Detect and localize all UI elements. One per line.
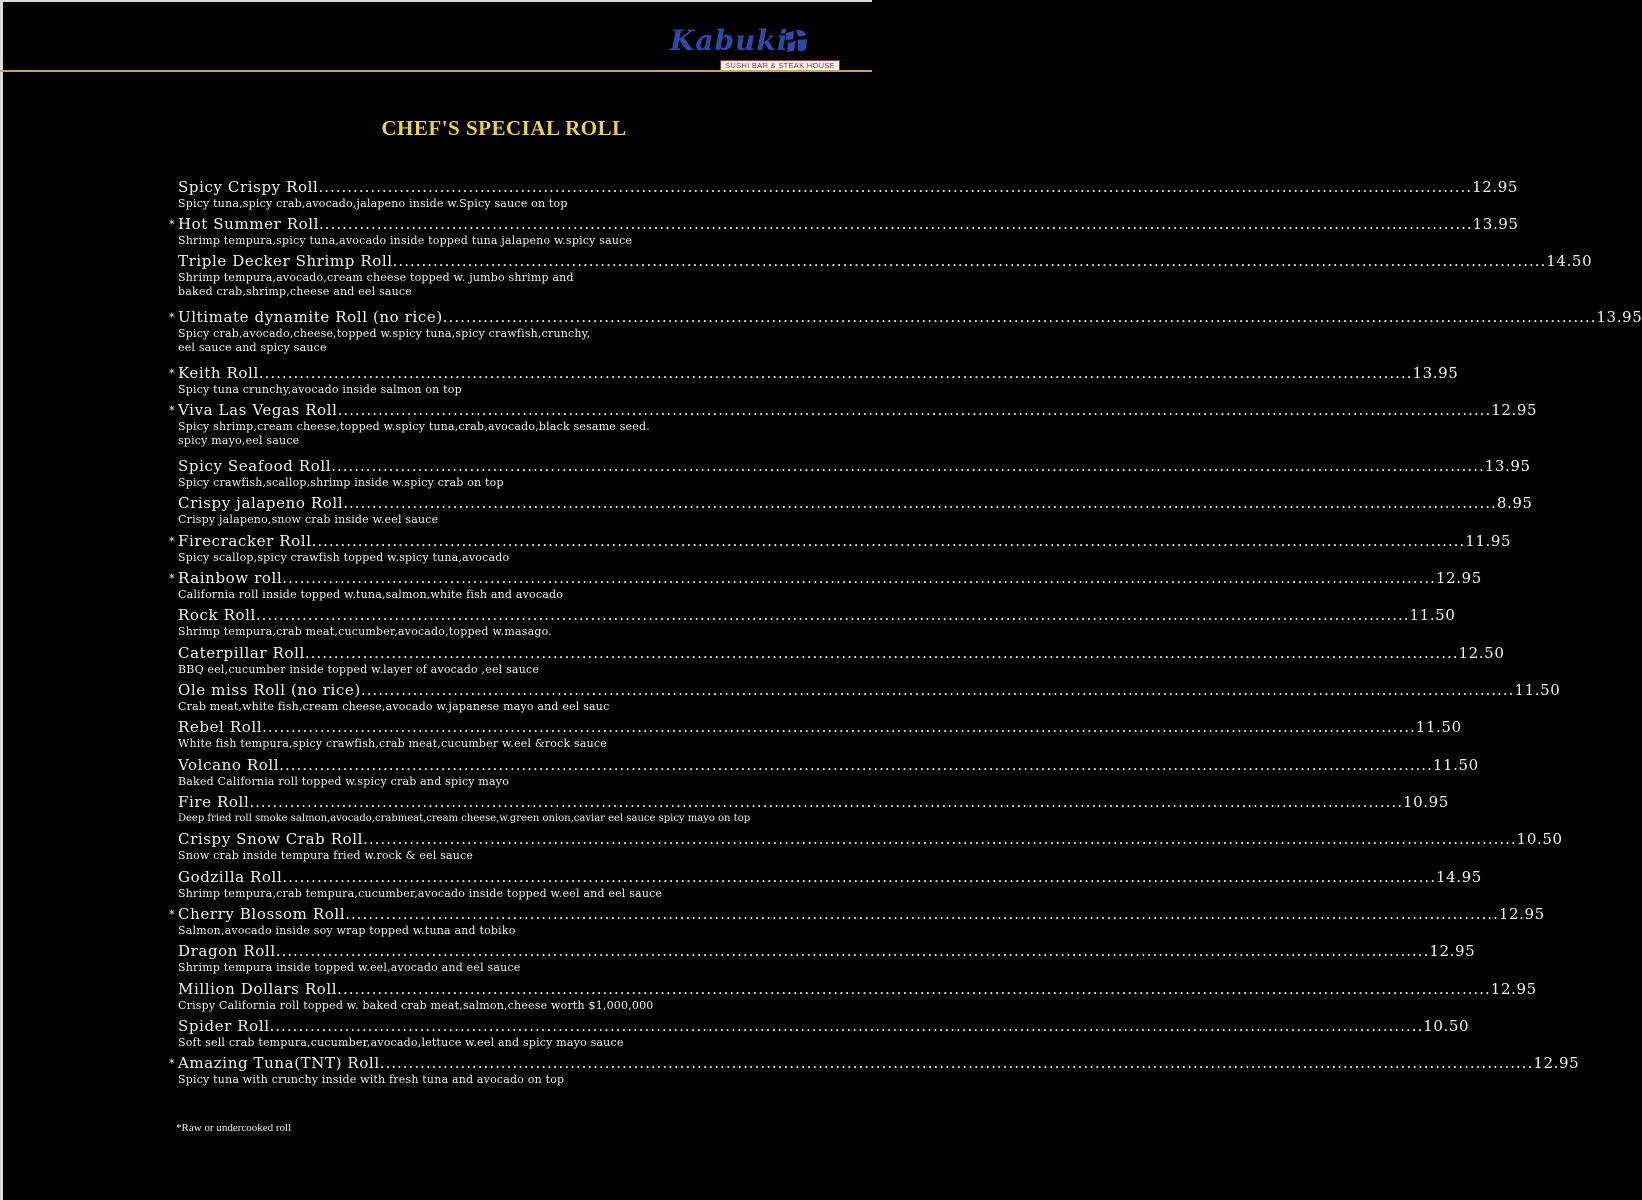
menu-item-price: 14.50: [1546, 252, 1593, 270]
menu-item-header: [178, 867, 1482, 887]
raw-marker: *: [169, 535, 176, 548]
menu-item-description: Salmon,avocado inside soy wrap topped w.tuna and tobiko: [178, 924, 516, 937]
menu-item-name: Caterpillar Roll: [178, 644, 305, 662]
menu-item-description: Spicy shrimp,cream cheese,topped w.spicy tuna,crab,avocado,black sesame seed. spicy mayo,eel sauce: [178, 420, 650, 447]
dot-leader: ........................................................................................................................................................................................................: [258, 364, 1413, 382]
menu-item-header: [169, 214, 1519, 234]
menu-item-name: Volcano Roll: [178, 756, 280, 774]
raw-marker: *: [169, 1057, 176, 1070]
menu-item-description: Spicy tuna,spicy crab,avocado,jalapeno inside w.Spicy sauce on top: [178, 197, 568, 210]
menu-item-price: 11.50: [1415, 718, 1462, 736]
menu-item-description: Soft sell crab tempura,cucumber,avocado,lettuce w.eel and spicy mayo sauce: [178, 1036, 624, 1049]
dot-leader: ........................................................................................................................................................................................................: [331, 457, 1485, 475]
dot-leader: ........................................................................................................................................................................................................: [262, 718, 1416, 736]
dot-leader: ........................................................................................................................................................................................................: [249, 793, 1403, 811]
menu-item-price: 11.95: [1465, 532, 1512, 550]
footnote: *Raw or undercooked roll: [176, 1122, 292, 1134]
raw-marker: *: [169, 311, 176, 324]
dot-leader: ........................................................................................................................................................................................................: [345, 905, 1499, 923]
menu-item-price: 10.50: [1423, 1017, 1470, 1035]
menu-item-name: Spicy Crispy Roll: [178, 178, 319, 196]
menu-item: [169, 531, 1512, 565]
menu-item-name: Fire Roll: [178, 793, 250, 811]
menu-item-price: 10.50: [1516, 830, 1563, 848]
menu-item-price: 13.95: [1472, 215, 1519, 233]
menu-item-name: Spicy Seafood Roll: [178, 457, 332, 475]
dot-leader: ........................................................................................................................................................................................................: [282, 569, 1436, 587]
menu-item-price: 13.95: [1412, 364, 1459, 382]
menu-item-price: 11.50: [1409, 606, 1456, 624]
menu-item-description: Spicy crawfish,scallop,shrimp inside w.spicy crab on top: [178, 476, 504, 489]
menu-item: [178, 829, 1563, 863]
menu-item: [169, 400, 1538, 448]
menu-item-name: Million Dollars Roll: [178, 980, 338, 998]
menu-item-price: 12.95: [1490, 980, 1537, 998]
menu-item-price: 11.50: [1432, 756, 1479, 774]
dot-leader: ........................................................................................................................................................................................................: [282, 868, 1436, 886]
dot-leader: ........................................................................................................................................................................................................: [392, 252, 1547, 270]
raw-marker: *: [169, 218, 176, 231]
menu-item-price: 8.95: [1496, 494, 1533, 512]
menu-item-header: [178, 680, 1561, 700]
dot-leader: ........................................................................................................................................................................................................: [311, 532, 1466, 550]
menu-item-description: Spicy tuna with crunchy inside with fresh tuna and avocado on top: [178, 1073, 565, 1086]
dot-leader: ........................................................................................................................................................................................................: [343, 494, 1497, 512]
menu-item-header: [178, 792, 1449, 812]
menu-item-price: 12.95: [1472, 178, 1519, 196]
raw-marker: *: [169, 908, 176, 921]
menu-item: [178, 979, 1537, 1013]
header-divider: [0, 70, 872, 72]
menu-item-price: 11.50: [1514, 681, 1561, 699]
dot-leader: ........................................................................................................................................................................................................: [279, 756, 1433, 774]
menu-item-description: Spicy tuna crunchy,avocado inside salmon on top: [178, 383, 462, 396]
menu-item-description: White fish tempura,spicy crawfish,crab meat,cucumber w.eel &rock sauce: [178, 737, 607, 750]
menu-item: [169, 1053, 1580, 1087]
menu-item-description: Shrimp tempura inside topped w.eel,avocado and eel sauce: [178, 961, 521, 974]
page-title: CHEF'S SPECIAL ROLL: [381, 116, 627, 140]
menu-item-header: [178, 829, 1563, 849]
menu-item-price: 10.95: [1402, 793, 1449, 811]
menu-item-description: BBQ eel,cucumber inside topped w.layer of avocado ,eel sauce: [178, 663, 540, 676]
menu-item-header: [178, 605, 1456, 625]
kabuki-logo: [670, 24, 842, 70]
menu-item-header: [169, 568, 1482, 588]
menu-item-price: 12.95: [1498, 905, 1545, 923]
menu-item: [169, 307, 1642, 355]
menu-item-price: 12.95: [1429, 942, 1476, 960]
menu-item-header: [178, 456, 1531, 476]
dot-leader: ........................................................................................................................................................................................................: [379, 1054, 1534, 1072]
menu-item-name: Hot Summer Roll: [178, 215, 320, 233]
menu-item-description: Shrimp tempura,crab tempura,cucumber,avocado inside topped w.eel and eel sauce: [178, 887, 663, 900]
menu-item: [169, 214, 1519, 248]
menu-item-header: [178, 1016, 1470, 1036]
dot-leader: ........................................................................................................................................................................................................: [337, 401, 1492, 419]
menu-item: [178, 717, 1462, 751]
menu-item: [178, 251, 1593, 299]
page-border-left: [0, 0, 3, 1200]
menu-item: [178, 643, 1505, 677]
menu-item-description: Shrimp tempura,spicy tuna,avocado inside topped tuna jalapeno w.spicy sauce: [178, 234, 633, 247]
menu-item-name: Triple Decker Shrimp Roll: [178, 252, 393, 270]
menu-item-header: [178, 251, 1593, 271]
menu-item-header: [178, 493, 1533, 513]
menu-item-description: Baked California roll topped w.spicy crab and spicy mayo: [178, 775, 510, 788]
menu-item-description: Shrimp tempura,avocado,cream cheese topped w. jumbo shrimp and baked crab,shrimp,cheese and eel sauce: [178, 271, 574, 298]
menu-item: [178, 605, 1456, 639]
dot-leader: ........................................................................................................................................................................................................: [337, 980, 1491, 998]
menu-item-price: 12.50: [1458, 644, 1505, 662]
raw-marker: *: [169, 572, 176, 585]
raw-marker: *: [169, 367, 176, 380]
menu-item: [169, 363, 1459, 397]
dot-leader: ........................................................................................................................................................................................................: [319, 215, 1473, 233]
menu-item-header: [169, 531, 1512, 551]
menu-item-price: 12.95: [1435, 569, 1482, 587]
dot-leader: ........................................................................................................................................................................................................: [255, 606, 1410, 624]
menu-item-header: [169, 363, 1459, 383]
menu-item: [169, 904, 1545, 938]
menu-item-description: Crab meat,white fish,cream cheese,avocado w.japanese mayo and eel sauc: [178, 700, 610, 713]
menu-item: [178, 456, 1531, 490]
menu-item-name: Rock Roll: [178, 606, 256, 624]
logo-wordmark: Kabuki: [670, 24, 789, 57]
menu-item-header: [178, 979, 1537, 999]
menu-item-price: 12.95: [1491, 401, 1538, 419]
menu-item-name: Keith Roll: [178, 364, 259, 382]
menu-item: [178, 941, 1476, 975]
menu-item-header: [178, 941, 1476, 961]
menu-item-description: Spicy scallop,spicy crawfish topped w.spicy tuna,avocado: [178, 551, 510, 564]
menu-item-header: [178, 177, 1519, 197]
menu-item-name: Amazing Tuna(TNT) Roll: [178, 1054, 380, 1072]
kanji-emblem-icon: [782, 27, 810, 55]
menu-item-header: [169, 307, 1642, 327]
dot-leader: ........................................................................................................................................................................................................: [363, 830, 1517, 848]
menu-item: [178, 755, 1479, 789]
menu-item-description: California roll inside topped w.tuna,salmon,white fish and avocado: [178, 588, 564, 601]
menu-item-header: [169, 904, 1545, 924]
menu-item-description: Snow crab inside tempura fried w.rock & eel sauce: [178, 849, 474, 862]
menu-item: [178, 867, 1482, 901]
menu-item: [169, 568, 1482, 602]
dot-leader: ........................................................................................................................................................................................................: [304, 644, 1459, 662]
menu-item-name: Rainbow roll: [178, 569, 283, 587]
menu-item-price: 13.95: [1484, 457, 1531, 475]
menu-item-header: [178, 643, 1505, 663]
menu-item-name: Firecracker Roll: [178, 532, 312, 550]
menu-item-header: [178, 717, 1462, 737]
menu-item-name: Ultimate dynamite Roll (no rice): [178, 308, 443, 326]
menu-item-header: [178, 755, 1479, 775]
menu-item-name: Viva Las Vegas Roll: [178, 401, 338, 419]
dot-leader: ........................................................................................................................................................................................................: [442, 308, 1597, 326]
logo-tagline: SUSHI BAR & STEAK HOUSE: [720, 60, 840, 72]
menu-item: [178, 177, 1519, 211]
menu-item-description: Shrimp tempura,crab meat,cucumber,avocado,topped w.masago.: [178, 625, 552, 638]
menu-item-price: 12.95: [1533, 1054, 1580, 1072]
menu-item-description: Crispy jalapeno,snow crab inside w.eel sauce: [178, 513, 439, 526]
dot-leader: ........................................................................................................................................................................................................: [360, 681, 1515, 699]
menu-item-name: Ole miss Roll (no rice): [178, 681, 361, 699]
menu-item-description: Spicy crab,avocado,cheese,topped w.spicy tuna,spicy crawfish,crunchy, eel sauce and spicy sauce: [178, 327, 591, 354]
page-border-top: [0, 0, 872, 2]
menu-item-name: Crispy jalapeno Roll: [178, 494, 344, 512]
dot-leader: ........................................................................................................................................................................................................: [318, 178, 1473, 196]
raw-marker: *: [169, 404, 176, 417]
menu-item: [178, 493, 1533, 527]
menu-item-description: Crispy California roll topped w. baked crab meat,salmon,cheese worth $1,000,000: [178, 999, 654, 1012]
dot-leader: ........................................................................................................................................................................................................: [269, 1017, 1424, 1035]
menu-item-name: Godzilla Roll: [178, 868, 283, 886]
dot-leader: ........................................................................................................................................................................................................: [275, 942, 1430, 960]
menu-item-name: Cherry Blossom Roll: [178, 905, 346, 923]
menu-item: [178, 1016, 1470, 1050]
menu-item-name: Crispy Snow Crab Roll: [178, 830, 364, 848]
menu-item-name: Spider Roll: [178, 1017, 270, 1035]
menu-item-price: 13.95: [1596, 308, 1642, 326]
menu-item: [178, 792, 1449, 826]
menu-item-header: [169, 1053, 1580, 1073]
menu-item-name: Rebel Roll: [178, 718, 263, 736]
menu-item-name: Dragon Roll: [178, 942, 276, 960]
menu-item-header: [169, 400, 1538, 420]
menu-item: [178, 680, 1561, 714]
menu-item-price: 14.95: [1435, 868, 1482, 886]
menu-item-description: Deep fried roll smoke salmon,avocado,crabmeat,cream cheese,w.green onion,caviar eel sauce spicy mayo on top: [178, 813, 751, 824]
